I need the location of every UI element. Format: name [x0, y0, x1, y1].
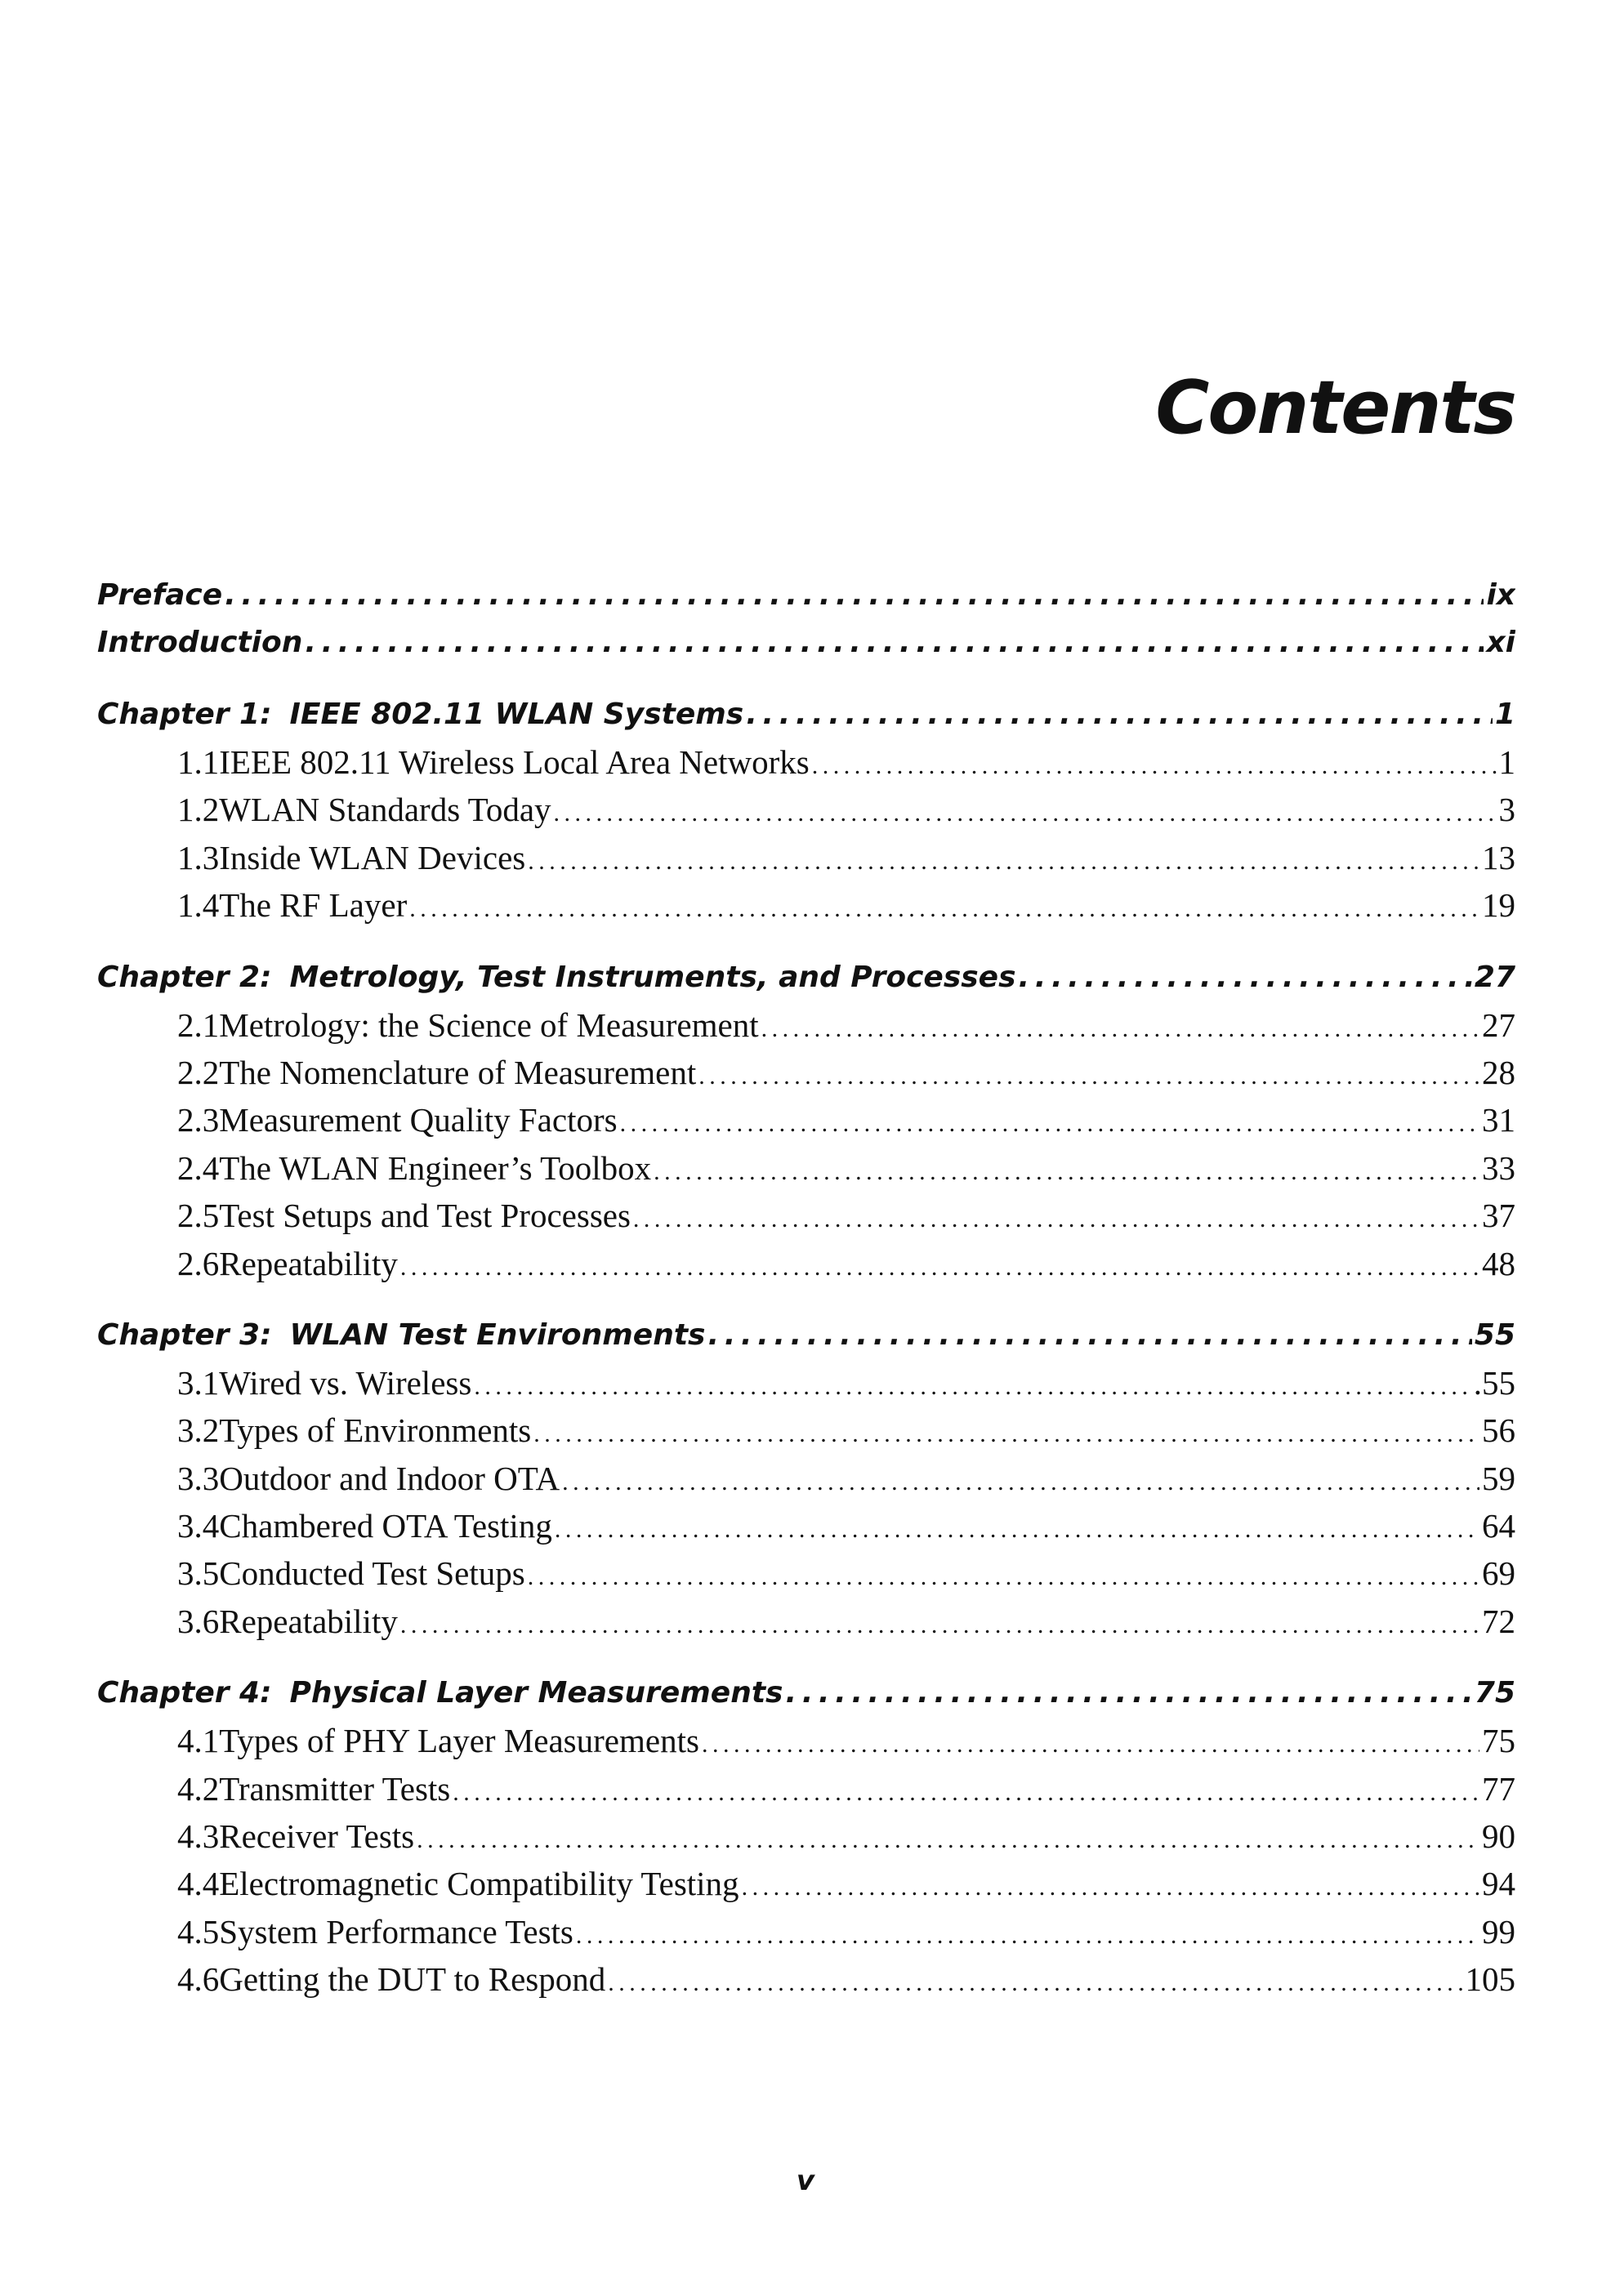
dot-leader	[742, 1864, 1479, 1907]
section-title: Outdoor and Indoor OTA	[219, 1459, 560, 1497]
toc-section-2-3[interactable]	[97, 1096, 1515, 1144]
dot-leader	[562, 1459, 1479, 1502]
toc-section-4-4[interactable]	[97, 1860, 1515, 1907]
dot-leader	[417, 1817, 1479, 1860]
section-page: 19	[1482, 886, 1515, 925]
dot-leader	[761, 1005, 1479, 1049]
toc-section-4-2[interactable]	[97, 1765, 1515, 1812]
dot-leader	[608, 1959, 1462, 2003]
section-number: 4.5	[177, 1912, 220, 1950]
section-page: 13	[1482, 838, 1515, 876]
section-number: 2.2	[177, 1053, 220, 1091]
dot-leader	[409, 885, 1479, 929]
section-page: 1	[1498, 743, 1515, 781]
dot-leader	[400, 1244, 1479, 1287]
toc-section-3-3[interactable]	[97, 1455, 1515, 1502]
section-title: Measurement Quality Factors	[219, 1101, 618, 1139]
chapter-list	[97, 691, 1515, 2004]
chapter-title: WLAN Test Environments	[289, 1317, 706, 1352]
section-number: 3.5	[177, 1554, 220, 1593]
dot-leader	[400, 1602, 1479, 1645]
toc-section-2-2[interactable]	[97, 1049, 1515, 1096]
dot-leader	[620, 1100, 1479, 1144]
dot-leader	[702, 1721, 1479, 1764]
section-page: .55	[1473, 1363, 1515, 1402]
dot-leader	[555, 1506, 1479, 1549]
chapter-label: Chapter 2:	[97, 960, 272, 994]
section-page: 33	[1482, 1148, 1515, 1187]
section-number: 1.4	[177, 886, 220, 925]
page-number: v	[796, 2164, 815, 2197]
dot-leader	[746, 691, 1493, 738]
toc-section-4-6[interactable]	[97, 1955, 1515, 2003]
toc-section-2-4[interactable]	[97, 1144, 1515, 1192]
toc-section-4-5[interactable]	[97, 1908, 1515, 1955]
dot-leader	[474, 1363, 1470, 1407]
section-title: WLAN Standards Today	[219, 791, 551, 829]
toc-chapter-1[interactable]	[97, 691, 1515, 738]
section-title: Receiver Tests	[219, 1817, 415, 1856]
section-number: 1.2	[177, 791, 220, 829]
section-page: 72	[1482, 1602, 1515, 1640]
section-title: Repeatability	[219, 1602, 398, 1640]
section-page: 99	[1482, 1912, 1515, 1950]
toc-section-2-5[interactable]	[97, 1192, 1515, 1239]
toc-entry-title: Preface	[97, 578, 223, 612]
toc-section-3-4[interactable]	[97, 1502, 1515, 1549]
toc-section-4-1[interactable]	[97, 1717, 1515, 1764]
section-number: 3.4	[177, 1507, 220, 1545]
toc-entry-page: ix	[1486, 578, 1515, 612]
section-number: 4.1	[177, 1722, 220, 1760]
toc-section-3-1[interactable]	[97, 1359, 1515, 1407]
section-page: 94	[1482, 1865, 1515, 1903]
dot-leader	[576, 1912, 1479, 1955]
toc-section-2-1[interactable]	[97, 1001, 1515, 1049]
section-title: The RF Layer	[219, 886, 408, 925]
section-title: Types of PHY Layer Measurements	[219, 1722, 699, 1760]
dot-leader	[707, 1312, 1471, 1359]
toc-section-1-4[interactable]	[97, 881, 1515, 929]
dot-leader	[225, 572, 1484, 619]
section-title: Metrology: the Science of Measurement	[219, 1005, 759, 1044]
section-number: 2.4	[177, 1148, 220, 1187]
chapter-page: 55	[1474, 1317, 1515, 1352]
dot-leader	[533, 1411, 1479, 1454]
chapter-page: 75	[1474, 1676, 1515, 1710]
section-title: Transmitter Tests	[219, 1769, 451, 1808]
chapter-page: 1	[1494, 698, 1515, 731]
section-page: 48	[1482, 1244, 1515, 1282]
section-number: 2.5	[177, 1197, 220, 1235]
toc-section-2-6[interactable]	[97, 1240, 1515, 1287]
section-page: 69	[1482, 1554, 1515, 1593]
section-number: 3.3	[177, 1459, 220, 1497]
section-page: 28	[1482, 1053, 1515, 1091]
section-title: Repeatability	[219, 1244, 398, 1282]
section-page: 37	[1482, 1197, 1515, 1235]
toc-section-1-3[interactable]	[97, 834, 1515, 881]
dot-leader	[698, 1053, 1479, 1096]
toc-section-1-2[interactable]	[97, 786, 1515, 833]
section-number: 4.2	[177, 1769, 220, 1808]
dot-leader	[1019, 954, 1472, 1001]
dot-leader	[654, 1148, 1479, 1192]
section-title: Types of Environments	[219, 1411, 532, 1450]
dot-leader	[305, 619, 1484, 667]
dot-leader	[528, 838, 1479, 881]
chapter-label: Chapter 3:	[97, 1317, 272, 1352]
dot-leader	[528, 1554, 1479, 1597]
chapter-label: Chapter 1:	[97, 698, 272, 731]
toc-section-1-1[interactable]	[97, 738, 1515, 786]
section-page: 59	[1482, 1459, 1515, 1497]
dot-leader	[812, 742, 1497, 786]
section-title: IEEE 802.11 Wireless Local Area Networks	[219, 743, 810, 781]
section-page: 75	[1482, 1722, 1515, 1760]
toc-entry-preface[interactable]	[97, 572, 1515, 619]
chapter-page: 27	[1474, 960, 1515, 994]
section-title: Electromagnetic Compatibility Testing	[219, 1865, 739, 1903]
section-number: 1.3	[177, 838, 220, 876]
section-title: The WLAN Engineer’s Toolbox	[219, 1148, 652, 1187]
section-number: 2.3	[177, 1101, 220, 1139]
section-number: 4.3	[177, 1817, 220, 1856]
section-title: Wired vs. Wireless	[219, 1363, 472, 1402]
toc-section-3-6[interactable]	[97, 1598, 1515, 1645]
chapter-label: Chapter 4:	[97, 1676, 272, 1710]
section-title: Chambered OTA Testing	[219, 1507, 552, 1545]
toc-chapter-4[interactable]	[97, 1670, 1515, 1717]
chapter-title: IEEE 802.11 WLAN Systems	[289, 698, 744, 731]
dot-leader	[554, 790, 1497, 833]
section-number: 4.6	[177, 1960, 220, 1999]
section-title: Getting the DUT to Respond	[219, 1960, 606, 1999]
section-number: 3.2	[177, 1411, 220, 1450]
toc-chapter-3[interactable]	[97, 1312, 1515, 1359]
toc-entry-introduction[interactable]	[97, 619, 1515, 667]
page-title: Contents	[1155, 365, 1515, 451]
section-title: Conducted Test Setups	[219, 1554, 525, 1593]
section-title: The Nomenclature of Measurement	[219, 1053, 697, 1091]
toc-section-4-3[interactable]	[97, 1812, 1515, 1860]
dot-leader	[785, 1670, 1471, 1717]
toc-section-3-5[interactable]	[97, 1549, 1515, 1597]
section-number: 4.4	[177, 1865, 220, 1903]
toc-entry-page: xi	[1486, 626, 1515, 659]
chapter-title: Physical Layer Measurements	[289, 1676, 783, 1710]
section-number: 1.1	[177, 743, 220, 781]
section-page: 77	[1482, 1769, 1515, 1808]
section-number: 3.6	[177, 1602, 220, 1640]
section-page: 3	[1498, 791, 1515, 829]
section-page: 27	[1482, 1005, 1515, 1044]
section-page: 90	[1482, 1817, 1515, 1856]
section-page: 64	[1482, 1507, 1515, 1545]
section-title: Test Setups and Test Processes	[219, 1197, 631, 1235]
dot-leader	[633, 1196, 1479, 1239]
section-title: System Performance Tests	[219, 1912, 573, 1950]
table-of-contents	[97, 572, 1515, 2004]
section-number: 2.1	[177, 1005, 220, 1044]
section-number: 2.6	[177, 1244, 220, 1282]
section-title: Inside WLAN Devices	[219, 838, 526, 876]
section-page: 105	[1465, 1960, 1515, 1999]
toc-entry-title: Introduction	[97, 626, 303, 659]
section-number: 3.1	[177, 1363, 220, 1402]
chapter-title: Metrology, Test Instruments, and Processes	[289, 960, 1016, 994]
toc-section-3-2[interactable]	[97, 1407, 1515, 1454]
section-page: 56	[1482, 1411, 1515, 1450]
section-page: 31	[1482, 1101, 1515, 1139]
toc-chapter-2[interactable]	[97, 954, 1515, 1001]
dot-leader	[453, 1769, 1479, 1812]
